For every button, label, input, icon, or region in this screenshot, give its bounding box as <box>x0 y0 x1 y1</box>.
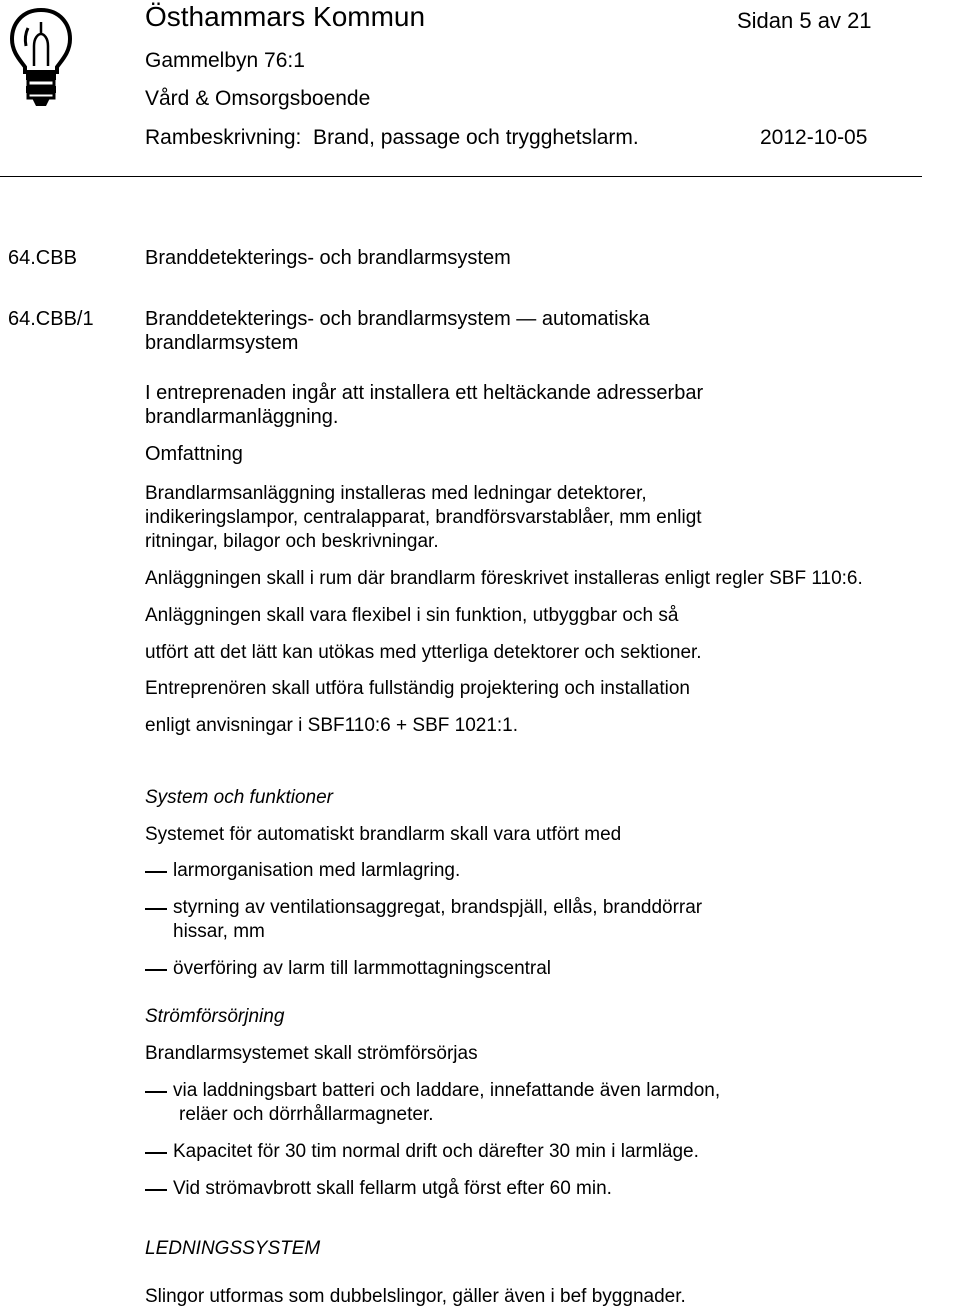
system-heading: System och funktioner <box>145 787 333 808</box>
subsection-code: 64.CBB/1 <box>8 308 94 330</box>
power-item: Kapacitet för 30 tim normal drift och därefter 30 min i larmläge. <box>173 1141 699 1162</box>
wiring-heading: LEDNINGSSYSTEM <box>145 1238 321 1259</box>
power-item: via laddningsbart batteri och laddare, innefattande även larmdon, <box>173 1080 721 1101</box>
list-dash <box>145 969 167 971</box>
organization-name: Östhammars Kommun <box>145 1 426 32</box>
list-dash <box>145 871 167 873</box>
power-item-continuation: reläer och dörrhållarmagneter. <box>179 1104 434 1125</box>
light-bulb-logo <box>8 6 74 108</box>
system-item: styrning av ventilationsaggregat, brandspjäll, ellås, branddörrar <box>173 897 703 918</box>
scope-flexibility-line: utfört att det lätt kan utökas med ytterliga detektorer och sektioner. <box>145 642 702 663</box>
power-heading: Strömförsörjning <box>145 1006 285 1027</box>
scope-contractor-line: enligt anvisningar i SBF110:6 + SBF 1021:1. <box>145 715 519 736</box>
scope-paragraph-line: indikeringslampor, centralapparat, brandförsvarstablåer, mm enligt <box>145 507 702 528</box>
subsection-title-line1: Branddetekterings- och brandlarmsystem — automatiska <box>145 308 650 330</box>
power-item: Vid strömavbrott skall fellarm utgå först efter 60 min. <box>173 1178 612 1199</box>
facility-name: Vård & Omsorgsboende <box>145 87 371 110</box>
list-dash <box>145 1152 167 1154</box>
list-dash <box>145 908 167 910</box>
list-dash <box>145 1189 167 1191</box>
section-title: Branddetekterings- och brandlarmsystem <box>145 247 511 269</box>
system-item-continuation: hissar, mm <box>173 921 265 942</box>
subsection-intro-line1: I entreprenaden ingår att installera ett heltäckande adresserbar <box>145 382 704 404</box>
property-designation: Gammelbyn 76:1 <box>145 49 305 72</box>
list-dash <box>145 1091 167 1093</box>
scope-heading: Omfattning <box>145 443 243 465</box>
scope-contractor-line: Entreprenören skall utföra fullständig projektering och installation <box>145 678 690 699</box>
power-intro: Brandlarmsystemet skall strömförsörjas <box>145 1043 478 1064</box>
system-item: larmorganisation med larmlagring. <box>173 860 461 881</box>
wiring-text: Slingor utformas som dubbelslingor, gäller även i bef byggnader. <box>145 1286 686 1307</box>
scope-flexibility-line: Anläggningen skall vara flexibel i sin funktion, utbyggbar och så <box>145 605 679 626</box>
page-number: Sidan 5 av 21 <box>737 8 872 33</box>
document-date: 2012-10-05 <box>760 126 868 149</box>
subsection-intro-line2: brandlarmanläggning. <box>145 406 339 428</box>
document-description: Rambeskrivning: Brand, passage och trygghetslarm. <box>145 126 639 149</box>
system-intro: Systemet för automatiskt brandlarm skall vara utfört med <box>145 824 622 845</box>
subsection-title-line2: brandlarmsystem <box>145 332 299 354</box>
section-code: 64.CBB <box>8 247 77 269</box>
scope-paragraph-line: ritningar, bilagor och beskrivningar. <box>145 531 439 552</box>
system-item: överföring av larm till larmmottagningscentral <box>173 958 552 979</box>
header-divider <box>0 176 922 177</box>
scope-regulation-text: Anläggningen skall i rum där brandlarm föreskrivet installeras enligt regler SBF 110:6. <box>145 568 863 589</box>
scope-paragraph-line: Brandlarmsanläggning installeras med ledningar detektorer, <box>145 483 647 504</box>
